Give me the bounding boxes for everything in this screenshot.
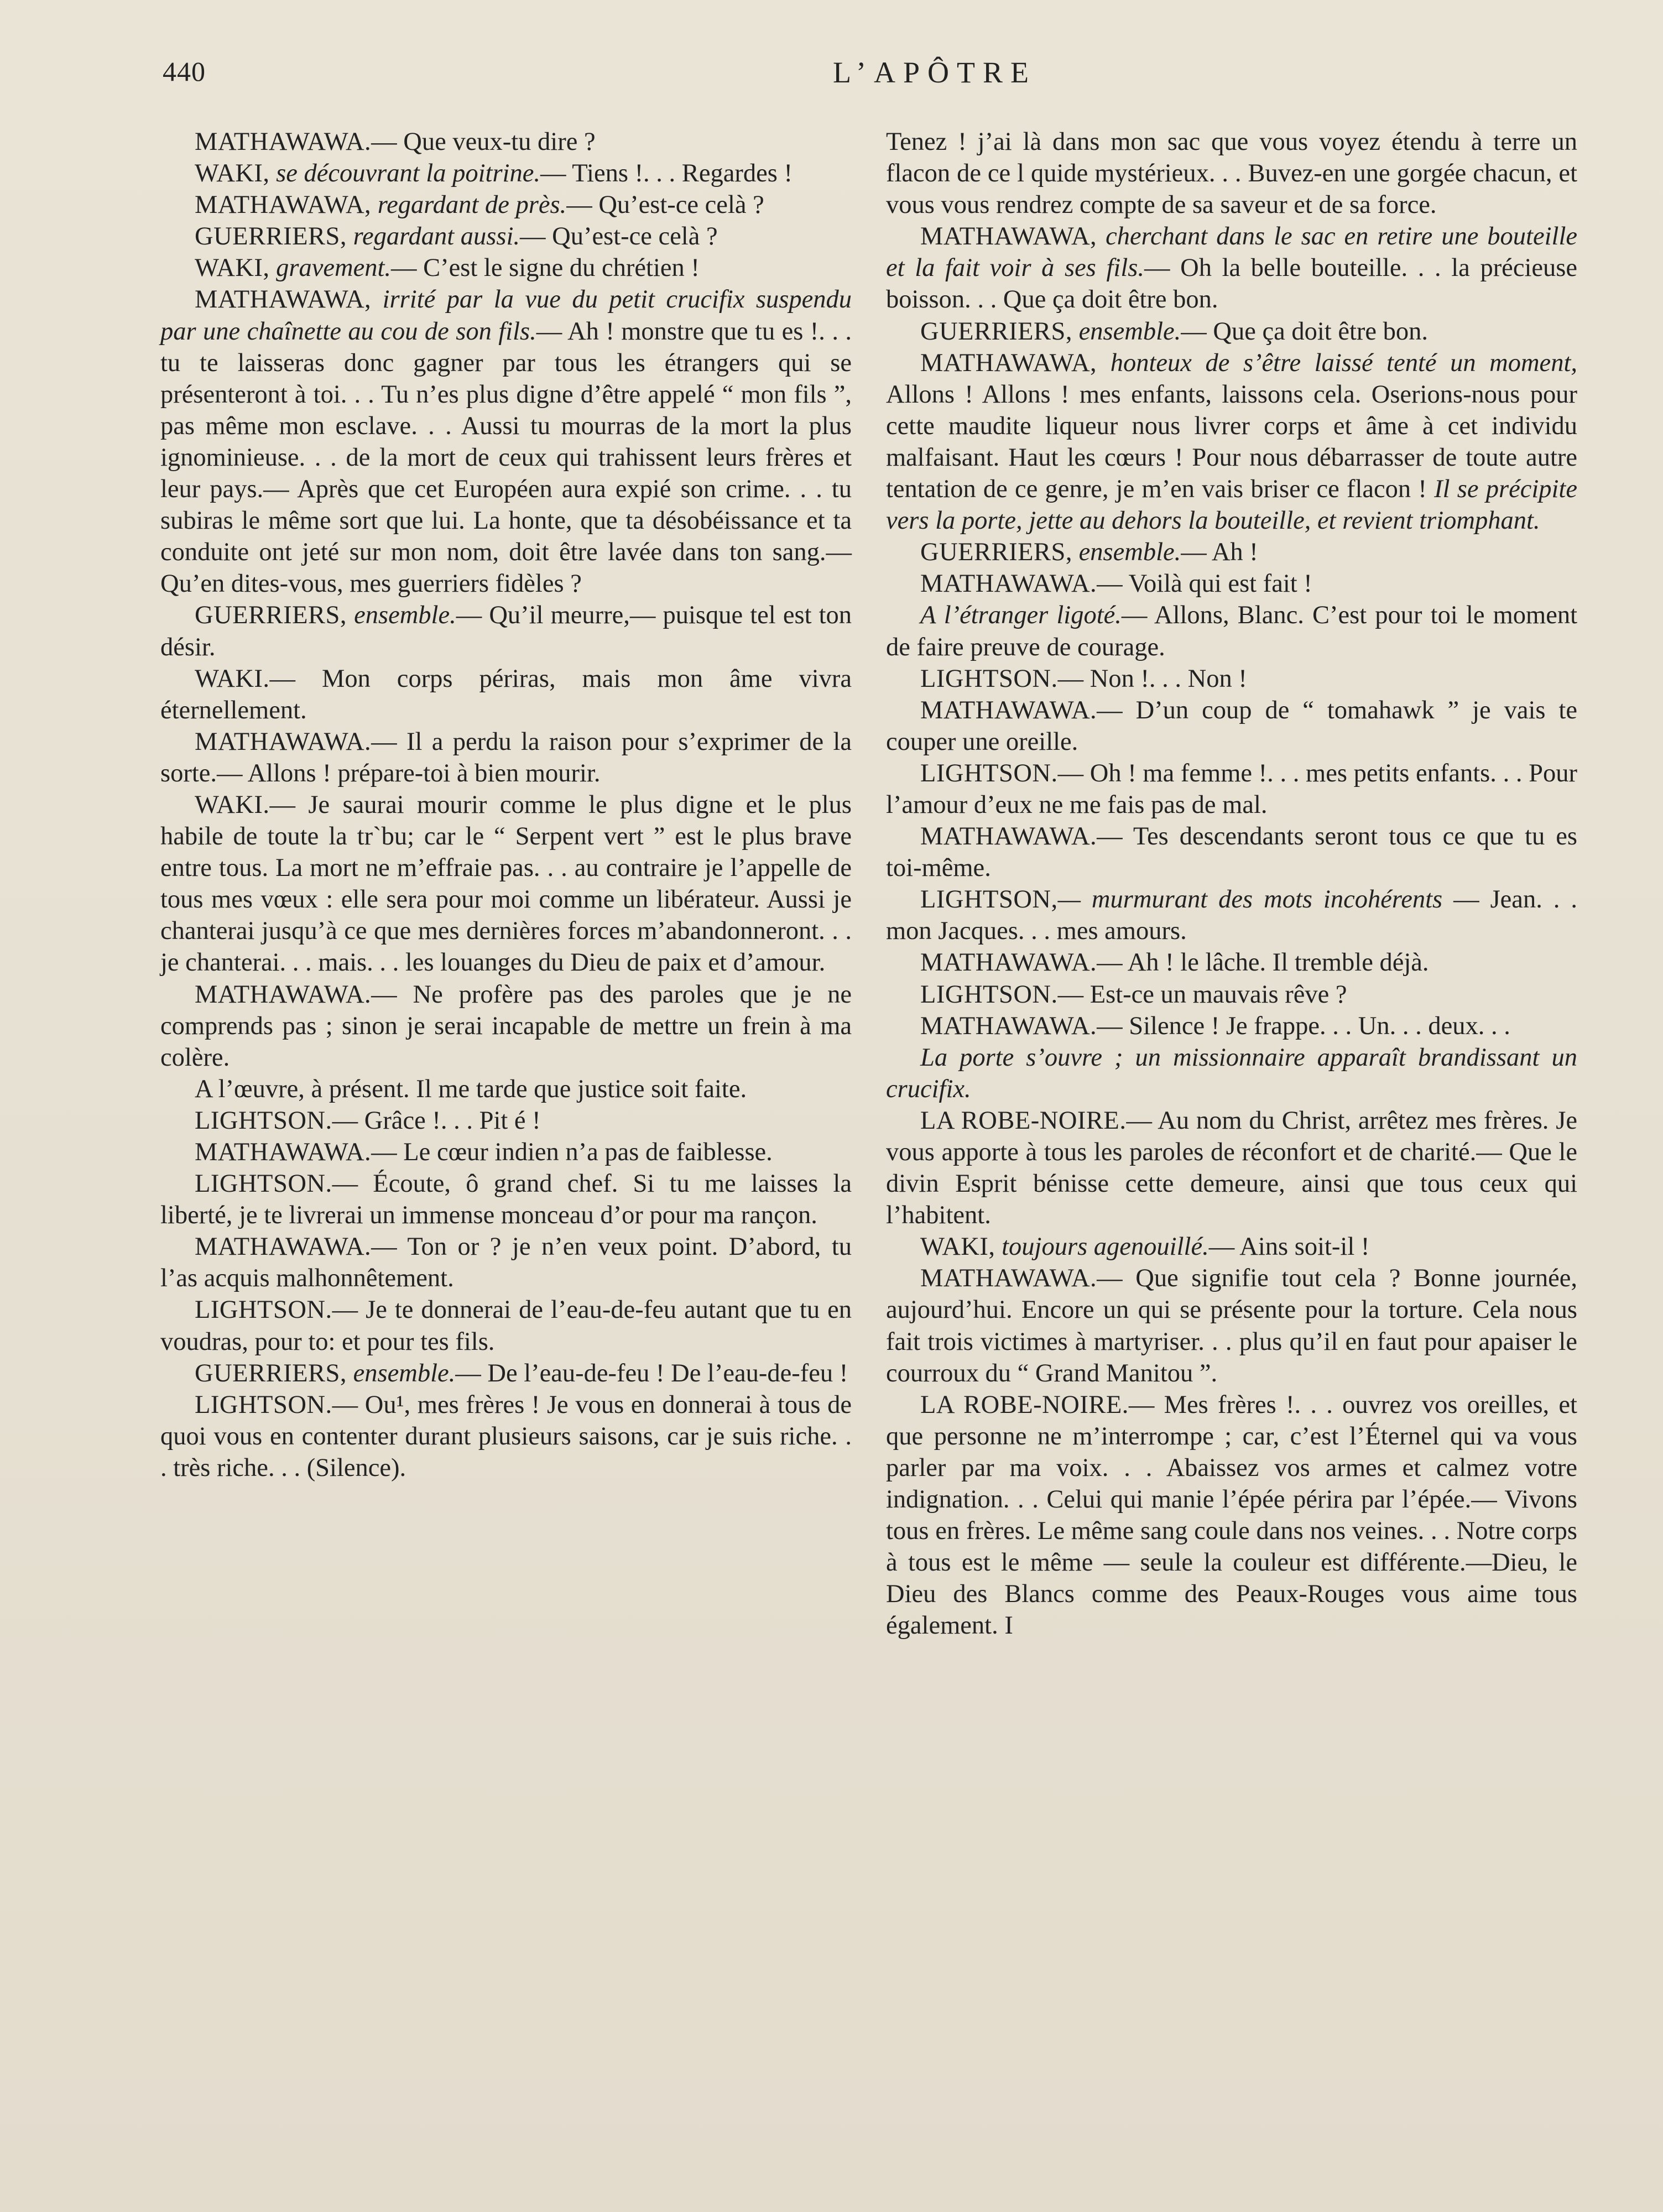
dialogue-paragraph (886, 821, 1577, 884)
stage-direction: — murmurant des mots incohérents (1057, 885, 1443, 914)
dialogue-paragraph (886, 568, 1577, 599)
stage-direction: Il se précipite vers la porte, jette au dehors la bouteille, et revient triomphant. (886, 475, 1577, 535)
speaker-name: MATHAWAWA. (920, 1011, 1097, 1040)
dialogue-paragraph (886, 1389, 1577, 1642)
speaker-name: LIGHTSON. (195, 1170, 332, 1198)
stage-direction: ensemble. (347, 1359, 456, 1387)
dialogue-paragraph (160, 221, 852, 252)
speaker-name: LIGHTSON. (195, 1296, 332, 1324)
dialogue-paragraph (160, 726, 852, 789)
stage-direction: La porte s’ouvre ; un missionnaire apparaît brandissant un crucifix. (886, 1043, 1577, 1103)
dialogue-text: — Ah ! (1181, 538, 1258, 567)
dialogue-paragraph (160, 663, 852, 726)
dialogue-paragraph (160, 1358, 852, 1389)
dialogue-paragraph (886, 126, 1577, 221)
dialogue-paragraph (886, 1231, 1577, 1262)
stage-direction: se découvrant la poitrine. (269, 159, 540, 188)
dialogue-text: — Au nom du Christ, arrêtez mes frères. Je vous apporte à tous les paroles de réconfort et de charité.— Que le divin Esprit bénisse cette demeure, ainsi que tous ceux qui l’habitent. (886, 1106, 1577, 1230)
speaker-name: MATHAWAWA. (920, 696, 1097, 724)
dialogue-text: — Tes descendants seront tous ce que tu es toi-même. (886, 822, 1577, 883)
speaker-name: MATHAWAWA. (195, 727, 372, 756)
speaker-name: MATHAWAWA. (920, 570, 1097, 598)
dialogue-text: — Ah ! monstre que tu es !. . . tu te laisseras donc gagner par tous les étrangers qui se présenteront à toi. . . Tu n’es plus digne d’être appelé “ mon fils ”, pas même mon esclave. . . Aussi tu mourras de la mort la plus ignominieuse. . . de la mort de ceux qui trahissent leurs frères et leur pays.— Après que cet Européen aura expié son crime. . . tu subiras le même sort que lui. La honte, que ta désobéissance et ta conduite ont jeté sur mon nom, doit être lavée dans ton sang.— Qu’en dites-vous, mes guerriers fidèles ? (160, 317, 852, 598)
dialogue-paragraph (160, 252, 852, 284)
speaker-name: LIGHTSON, (920, 885, 1058, 914)
stage-direction: honteux de s’être laissé tenté un moment, (1097, 348, 1577, 377)
speaker-name: WAKI, (195, 254, 270, 283)
right-column (886, 126, 1577, 1642)
speaker-name: WAKI, (920, 1233, 995, 1261)
dialogue-paragraph (886, 599, 1577, 662)
dialogue-paragraph (160, 1231, 852, 1294)
stage-direction: cherchant dans le sac en retire une bouteille et la fait voir à ses fils. (886, 222, 1577, 283)
stage-direction: ensemble. (1072, 538, 1181, 567)
dialogue-paragraph (160, 1294, 852, 1357)
stage-direction: A l’étranger ligoté. (920, 601, 1122, 630)
stage-direction: regardant de près. (371, 191, 567, 220)
dialogue-text: — Allons, Blanc. C’est pour toi le moment de faire preuve de courage. (886, 601, 1577, 661)
dialogue-paragraph (160, 284, 852, 599)
dialogue-paragraph (886, 663, 1577, 695)
speaker-name: MATHAWAWA, (195, 191, 372, 220)
dialogue-paragraph (160, 979, 852, 1073)
stage-direction: regardant aussi. (347, 222, 520, 251)
page-header (160, 55, 1576, 100)
dialogue-text: — Écoute, ô grand chef. Si tu me laisses la liberté, je te livrerai un immense monceau d’or pour ma rançon. (160, 1170, 852, 1230)
running-title: L’APÔTRE (832, 56, 1037, 89)
dialogue-text: Tenez ! j’ai là dans mon sac que vous voyez étendu à terre un flacon de ce l quide mystérieux. . . Buvez-en une gorgée chacun, et vous vous rendrez compte de sa saveur et de sa force. (886, 128, 1577, 220)
dialogue-paragraph (160, 189, 852, 221)
dialogue-text: — Que signifie tout cela ? Bonne journée, aujourd’hui. Encore un qui se présente pour la torture. Cela nous fait trois victimes à martyriser. . . plus qu’il en faut pour apaiser le courroux du “ Grand Manitou ”. (886, 1264, 1577, 1387)
dialogue-paragraph (886, 758, 1577, 821)
dialogue-paragraph (160, 1168, 852, 1231)
dialogue-text: — Mon corps périras, mais mon âme vivra éternellement. (160, 664, 852, 724)
page-number: 440 (163, 56, 206, 87)
dialogue-text: — Silence ! Je frappe. . . Un. . . deux. . . (1097, 1011, 1510, 1040)
dialogue-paragraph (160, 1105, 852, 1136)
speaker-name: MATHAWAWA. (195, 980, 372, 1009)
dialogue-paragraph (160, 789, 852, 979)
speaker-name: WAKI. (195, 790, 270, 819)
dialogue-paragraph (160, 1136, 852, 1168)
speaker-name: MATHAWAWA. (920, 822, 1097, 851)
dialogue-paragraph (160, 599, 852, 662)
speaker-name: MATHAWAWA. (195, 128, 372, 156)
dialogue-text: — Que ça doit être bon. (1181, 317, 1429, 346)
speaker-name: MATHAWAWA. (195, 1138, 372, 1166)
dialogue-text: — Grâce !. . . Pit é ! (332, 1106, 541, 1135)
stage-direction: toujours agenouillé. (995, 1233, 1209, 1261)
dialogue-paragraph (160, 1389, 852, 1484)
speaker-name: GUERRIERS, (920, 317, 1072, 346)
speaker-name: GUERRIERS, (195, 601, 347, 630)
dialogue-paragraph (886, 979, 1577, 1010)
dialogue-text: — Mes frères !. . . ouvrez vos oreilles, et que personne ne m’interrompe ; car, c’est l’Éternel qui va vous parler par ma voix. . . Abaissez vos armes et calmez votre indignation. . . Celui qui manie l’épée périra par l’épée.— Vivons tous en frères. Le même sang coule dans nos veines. . . Notre corps à tous est le même — seule la couleur est différente.—Dieu, le Dieu des Blancs comme des Peaux-Rouges vous aime tous également. I (886, 1390, 1577, 1640)
dialogue-text: — Ne profère pas des paroles que je ne comprends pas ; sinon je serai incapable de mettre un frein à ma colère. (160, 980, 852, 1072)
dialogue-text: — Que veux-tu dire ? (371, 128, 596, 156)
speaker-name: LIGHTSON. (920, 759, 1058, 787)
dialogue-text: — Non !. . . Non ! (1057, 664, 1247, 693)
speaker-name: LIGHTSON. (195, 1390, 332, 1419)
dialogue-text: — Ou¹, mes frères ! Je vous en donnerai à tous de quoi vous en contenter durant plusieurs saisons, car je suis riche. . . très riche. . . (Silence). (160, 1390, 852, 1482)
speaker-name: LIGHTSON. (920, 980, 1058, 1009)
dialogue-paragraph (886, 221, 1577, 315)
speaker-name: GUERRIERS, (920, 538, 1072, 567)
speaker-name: GUERRIERS, (195, 222, 347, 251)
speaker-name: LA ROBE-NOIRE. (920, 1390, 1129, 1419)
speaker-name: MATHAWAWA, (920, 348, 1097, 377)
dialogue-text: — Ton or ? je n’en veux point. D’abord, tu l’as acquis malhonnêtement. (160, 1233, 852, 1293)
dialogue-text: — Tiens !. . . Regardes ! (540, 159, 793, 188)
dialogue-text: — Je saurai mourir comme le plus digne et le plus habile de toute la tr`bu; car le “ Serpent vert ” est le plus brave entre tous. La mort ne m’effraie pas. . . au contraire je l’appelle de tous mes vœux : elle sera pour moi comme un libérateur. Aussi je chanterai jusqu’à ce que mes dernières forces m’abandonneront. . . je chanterai. . . mais. . . les louanges du Dieu de paix et d’amour. (160, 790, 852, 977)
dialogue-text: — C’est le signe du chrétien ! (391, 254, 700, 283)
dialogue-paragraph (886, 1105, 1577, 1231)
dialogue-text: A l’œuvre, à présent. Il me tarde que justice soit faite. (195, 1074, 747, 1103)
dialogue-text: — Le cœur indien n’a pas de faiblesse. (371, 1138, 773, 1166)
speaker-name: LIGHTSON. (920, 664, 1058, 693)
dialogue-text: — Qu’il meurre,— puisque tel est ton désir. (160, 601, 852, 661)
dialogue-paragraph (886, 316, 1577, 347)
speaker-name: MATHAWAWA. (920, 1264, 1097, 1293)
dialogue-text: — Il a perdu la raison pour s’exprimer de la sorte.— Allons ! prépare-toi à bien mourir. (160, 727, 852, 787)
dialogue-paragraph (886, 884, 1577, 947)
speaker-name: MATHAWAWA. (195, 1233, 372, 1261)
dialogue-text: — Qu’est-ce celà ? (566, 191, 764, 220)
speaker-name: MATHAWAWA. (920, 948, 1097, 977)
dialogue-text: — Jean. . . mon Jacques. . . mes amours. (886, 885, 1577, 946)
speaker-name: MATHAWAWA, (195, 285, 372, 314)
dialogue-paragraph (886, 947, 1577, 978)
dialogue-paragraph (886, 347, 1577, 537)
dialogue-text: Allons ! Allons ! mes enfants, laissons cela. Oserions-nous pour cette maudite liqueur nous livrer corps et âme à cet individu malfaisant. Haut les cœurs ! Pour nous débarrasser de toute autre tentation de ce genre, je m’en vais briser ce flacon ! (886, 380, 1577, 504)
speaker-name: GUERRIERS, (195, 1359, 347, 1387)
dialogue-text: — Oh la belle bouteille. . . la précieuse boisson. . . Que ça doit être bon. (886, 254, 1578, 314)
dialogue-text: — Je te donnerai de l’eau-de-feu autant que tu en voudras, pour to: et pour tes fils. (160, 1296, 852, 1356)
dialogue-paragraph (886, 695, 1577, 758)
dialogue-text: — D’un coup de “ tomahawk ” je vais te couper une oreille. (886, 696, 1577, 756)
dialogue-text: — Ah ! le lâche. Il tremble déjà. (1097, 948, 1429, 977)
speaker-name: MATHAWAWA, (920, 222, 1097, 251)
dialogue-text: — De l’eau-de-feu ! De l’eau-de-feu ! (455, 1359, 848, 1387)
dialogue-paragraph (886, 1262, 1577, 1389)
left-column (160, 126, 852, 1484)
dialogue-paragraph (886, 536, 1577, 568)
speaker-name: WAKI. (195, 664, 270, 693)
dialogue-text: — Est-ce un mauvais rêve ? (1057, 980, 1347, 1009)
dialogue-paragraph (160, 126, 852, 158)
stage-direction: gravement. (269, 254, 392, 283)
dialogue-text: — Qu’est-ce celà ? (520, 222, 718, 251)
dialogue-text: — Ains soit-il ! (1208, 1233, 1370, 1261)
speaker-name: WAKI, (195, 159, 270, 188)
dialogue-paragraph (886, 1042, 1577, 1105)
stage-direction: ensemble. (1072, 317, 1181, 346)
stage-direction: irrité par la vue du petit crucifix suspendu par une chaînette au cou de son fils. (160, 285, 852, 346)
dialogue-paragraph (886, 1010, 1577, 1042)
speaker-name: LA ROBE-NOIRE. (920, 1106, 1127, 1135)
stage-direction: ensemble. (347, 601, 456, 630)
dialogue-text: — Oh ! ma femme !. . . mes petits enfants. . . Pour l’amour d’eux ne me fais pas de mal. (886, 759, 1577, 819)
dialogue-text: — Voilà qui est fait ! (1097, 570, 1312, 598)
dialogue-paragraph (160, 1073, 852, 1105)
speaker-name: LIGHTSON. (195, 1106, 332, 1135)
dialogue-paragraph (160, 158, 852, 189)
